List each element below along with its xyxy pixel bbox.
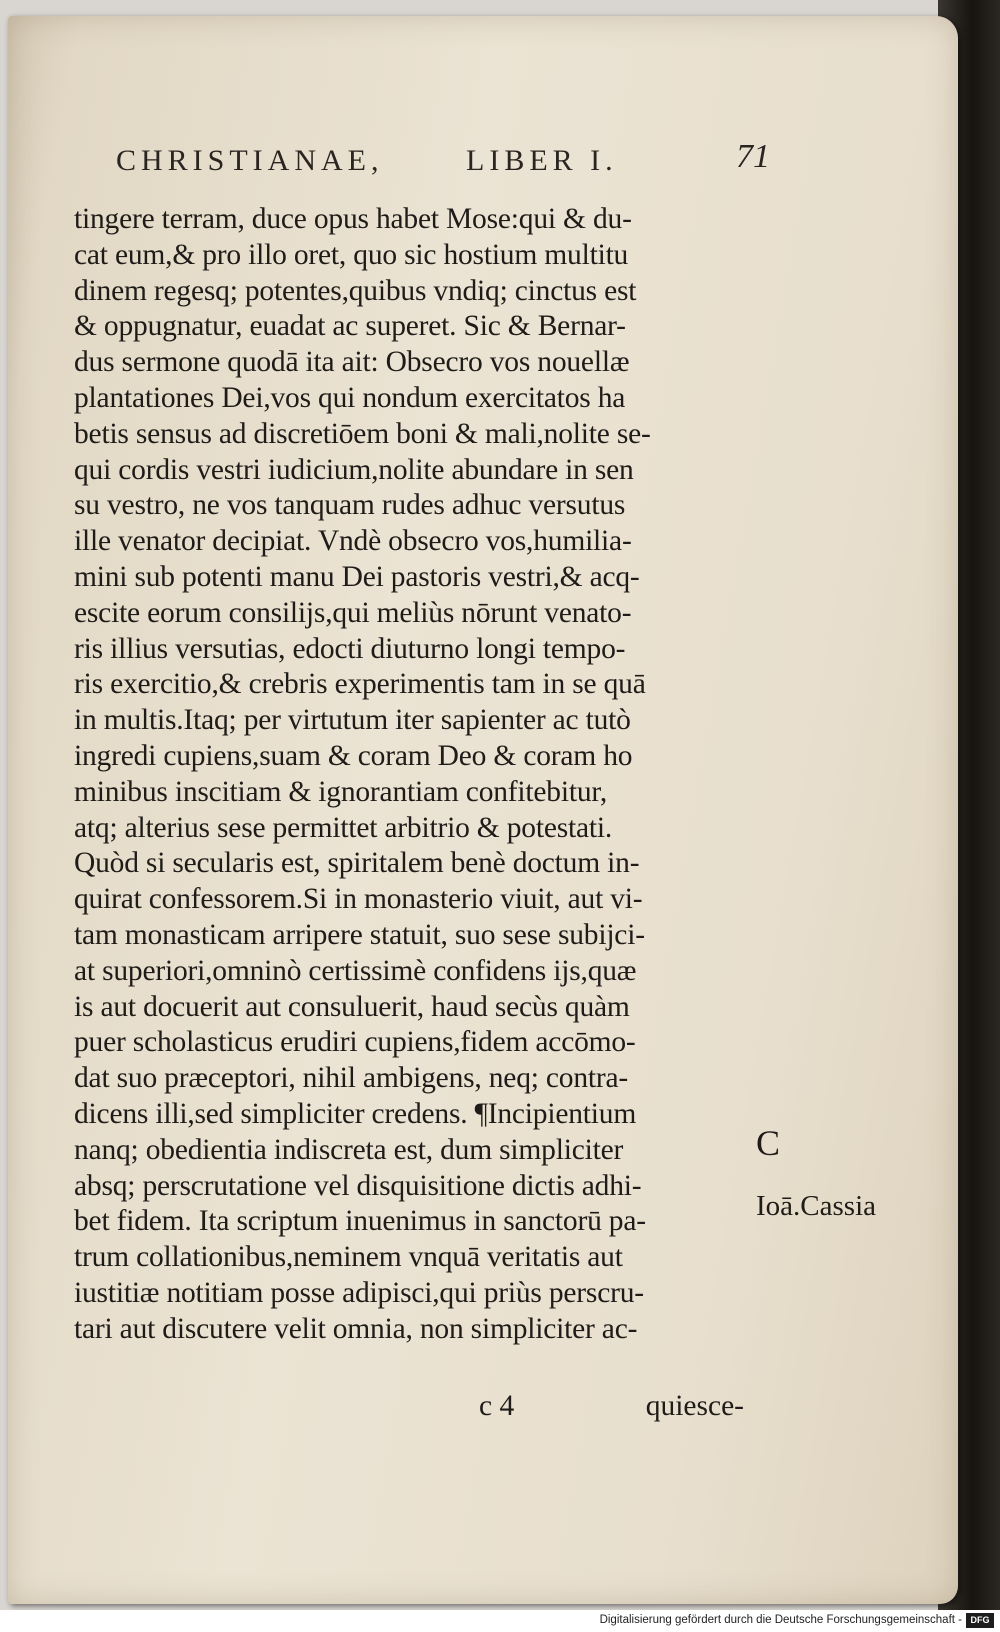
margin-citation: Ioā.Cassia [756,1190,876,1222]
text-line: ille venator decipiat. Vndè obsecro vos,humilia- [74,525,632,558]
text-line: cat eum,& pro illo oret, quo sic hostium multitu [74,238,629,271]
text-line: mini sub potenti manu Dei pastoris vestri,& acq- [74,560,640,593]
running-head [116,138,776,188]
text-line: is aut docuerit aut consuluerit, haud secùs quàm [74,990,630,1023]
text-line: qui cordis vestri iudicium,nolite abundare in sen [74,453,634,486]
text-line: dat suo præceptori, nihil ambigens, neq; contra- [74,1062,629,1095]
text-line: absq; perscrutatione vel disquisitione dictis adhi- [74,1169,642,1202]
book-page [8,16,958,1604]
text-line: at superiori,omninò certissimè confidens ijs,quæ [74,954,637,987]
running-head-book: LIBER I. [466,144,618,177]
text-line: atq; alterius sese permittet arbitrio & potestati. [74,811,613,844]
text-line: & oppugnatur, euadat ac superet. Sic & Bernar- [74,310,626,343]
body-text [74,202,744,1348]
text-line: tari aut discutere velit omnia, non simpliciter ac- [74,1312,638,1345]
text-line: Quòd si secularis est, spiritalem benè doctum in- [74,847,640,880]
text-line: dicens illi,sed simpliciter credens. ¶Incipientium [74,1097,637,1130]
digitization-credit: Digitalisierung gefördert durch die Deutsche Forschungsgemeinschaft - [599,1614,962,1626]
running-head-title: CHRISTIANAE, [116,144,384,177]
text-line: minibus inscitiam & ignorantiam confitebitur, [74,775,608,808]
text-line: trum collationibus,neminem vnquā veritatis aut [74,1241,623,1274]
signature-mark: c 4 [479,1390,515,1422]
text-line: tingere terram, duce opus habet Mose:qui & du- [74,203,632,235]
text-line: escite eorum consilijs,qui meliùs nōrunt venato- [74,596,632,629]
text-line: quirat confessorem.Si in monasterio viuit, aut vi- [74,883,643,916]
text-line: plantationes Dei,vos qui nondum exercitatos ha [74,381,626,414]
text-line: betis sensus ad discretiōem boni & mali,nolite se- [74,417,651,450]
text-line: ingredi cupiens,suam & coram Deo & coram ho [74,739,633,772]
folio-number: 71 [736,138,770,175]
text-line: nanq; obedientia indiscreta est, dum simpliciter [74,1133,624,1166]
text-line: su vestro, ne vos tanquam rudes adhuc versutus [74,489,626,522]
text-line: in multis.Itaq; per virtutum iter sapienter ac tutò [74,704,631,737]
text-line: puer scholasticus erudiri cupiens,fidem accōmo- [74,1026,636,1059]
text-line: dinem regesq; potentes,quibus vndiq; cinctus est [74,274,637,307]
margin-letter: C [756,1123,781,1163]
text-line: ris illius versutias, edocti diuturno longi tempo- [74,632,626,665]
catchword: quiesce- [645,1390,744,1422]
page-footer [74,1390,744,1430]
dfg-logo-icon: DFG [966,1613,994,1628]
text-line: ris exercitio,& crebris experimentis tam in se quā [74,668,646,701]
text-line: bet fidem. Ita scriptum inuenimus in sanctorū pa- [74,1205,646,1238]
text-line: iustitiæ notitiam posse adipisci,qui priùs perscru- [74,1276,644,1309]
text-line: dus sermone quodā ita ait: Obsecro vos nouellæ [74,346,630,379]
text-line: tam monasticam arripere statuit, suo sese subijci- [74,918,645,951]
digitization-footer [0,1610,1000,1632]
